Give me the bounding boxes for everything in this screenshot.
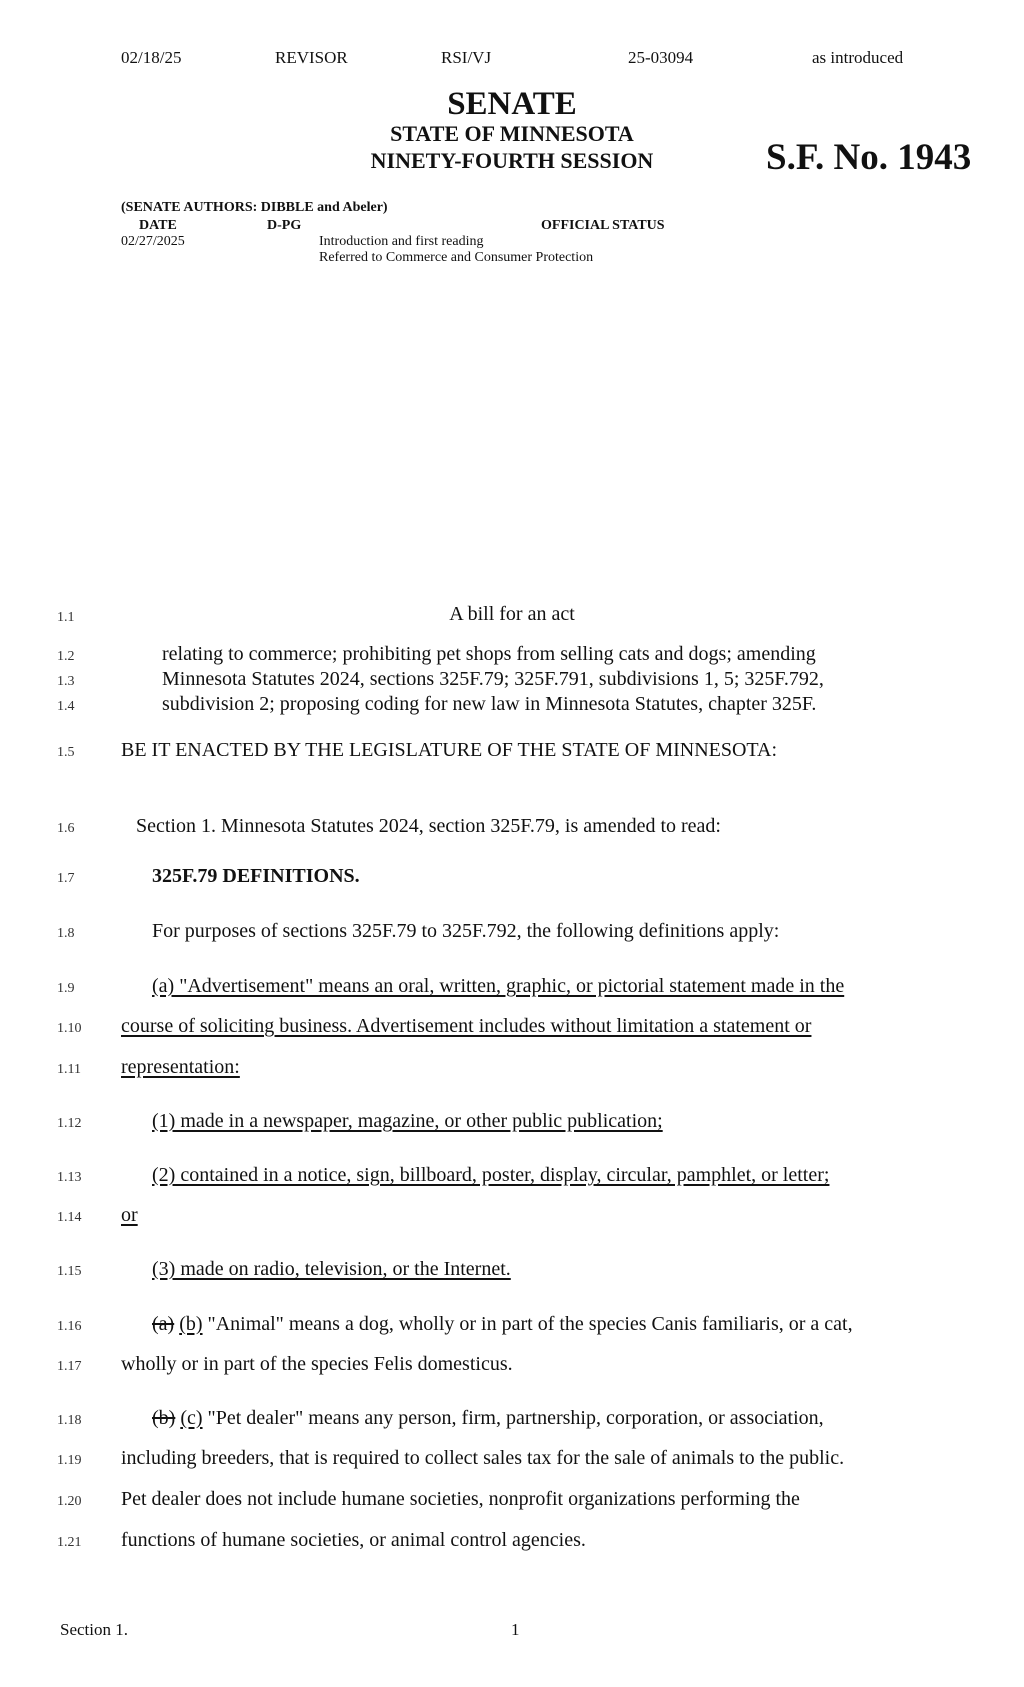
line-number: 1.20 (57, 1494, 82, 1509)
line-number: 1.10 (57, 1021, 82, 1036)
inserted-text: (3) made on radio, television, or the Internet. (152, 1258, 511, 1280)
inserted-text: (c) (180, 1407, 203, 1429)
chamber-title: SENATE (447, 86, 577, 122)
header-date: 02/18/25 (121, 48, 182, 67)
inserted-text: (1) made in a newspaper, magazine, or other public publication; (152, 1110, 663, 1132)
action-date: 02/27/2025 (121, 234, 185, 249)
line-number: 1.9 (57, 981, 75, 996)
line-number: 1.21 (57, 1535, 82, 1550)
line-number: 1.11 (57, 1062, 81, 1077)
footer-page-number: 1 (511, 1620, 520, 1639)
line-number: 1.15 (57, 1264, 82, 1279)
line-number: 1.13 (57, 1170, 82, 1185)
line-number: 1.16 (57, 1319, 82, 1334)
line-number: 1.19 (57, 1453, 82, 1468)
header-revisor: REVISOR (275, 48, 348, 67)
col-date-heading: DATE (139, 218, 177, 233)
statute-text: wholly or in part of the species Felis domesticus. (121, 1353, 513, 1375)
statute-text: including breeders, that is required to collect sales tax for the sale of animals to the public. (121, 1447, 845, 1469)
line-number: 1.12 (57, 1116, 82, 1131)
inserted-text: (2) contained in a notice, sign, billboard, poster, display, circular, pamphlet, or letter; (152, 1164, 830, 1186)
line-number: 1.17 (57, 1359, 82, 1374)
statute-text (152, 1407, 824, 1430)
header-status: as introduced (812, 48, 904, 67)
statute-text: For purposes of sections 325F.79 to 325F.792, the following definitions apply: (152, 920, 780, 942)
inserted-text: representation: (121, 1056, 240, 1078)
enacting-clause: BE IT ENACTED BY THE LEGISLATURE OF THE STATE OF MINNESOTA: (121, 739, 778, 761)
line-number: 1.1 (57, 610, 75, 625)
statute-text (152, 1313, 853, 1336)
statute-text-rest: "Animal" means a dog, wholly or in part of the species Canis familiaris, or a cat, (202, 1313, 853, 1335)
statute-text: functions of humane societies, or animal control agencies. (121, 1529, 586, 1551)
title-line: relating to commerce; prohibiting pet shops from selling cats and dogs; amending (162, 643, 816, 665)
file-number: S.F. No. 1943 (766, 137, 972, 178)
footer-section: Section 1. (60, 1620, 128, 1639)
line-number: 1.8 (57, 926, 75, 941)
inserted-text: or (121, 1204, 138, 1226)
line-number: 1.3 (57, 674, 75, 689)
stricken-text: (a) (152, 1313, 175, 1335)
statute-text: Pet dealer does not include humane societies, nonprofit organizations performing the (121, 1488, 800, 1510)
line-number: 1.6 (57, 821, 75, 836)
line-number: 1.5 (57, 745, 75, 760)
senate-authors: (SENATE AUTHORS: DIBBLE and Abeler) (121, 200, 388, 215)
bill-title: A bill for an act (449, 603, 575, 625)
inserted-text: course of soliciting business. Advertisement includes without limitation a statement or (121, 1015, 812, 1037)
state-title: STATE OF MINNESOTA (390, 121, 634, 146)
session-title: NINETY-FOURTH SESSION (370, 148, 654, 173)
action-status: Referred to Commerce and Consumer Protection (319, 250, 594, 265)
header-initials: RSI/VJ (441, 48, 492, 67)
line-number: 1.2 (57, 649, 75, 664)
stricken-text: (b) (152, 1407, 176, 1429)
statute-text-rest: "Pet dealer" means any person, firm, partnership, corporation, or association, (202, 1407, 824, 1429)
col-dpg-heading: D-PG (267, 218, 302, 233)
inserted-text: (b) (179, 1313, 203, 1335)
line-number: 1.14 (57, 1210, 82, 1225)
line-number: 1.7 (57, 871, 75, 886)
line-number: 1.18 (57, 1413, 82, 1428)
section-heading: Section 1. Minnesota Statutes 2024, section 325F.79, is amended to read: (136, 815, 721, 837)
statute-heading: 325F.79 DEFINITIONS. (152, 865, 360, 887)
title-line: Minnesota Statutes 2024, sections 325F.79; 325F.791, subdivisions 1, 5; 325F.792, (162, 668, 824, 690)
title-line: subdivision 2; proposing coding for new law in Minnesota Statutes, chapter 325F. (162, 693, 817, 715)
header-doc-number: 25-03094 (628, 48, 694, 67)
action-status: Introduction and first reading (319, 234, 484, 249)
col-status-heading: OFFICIAL STATUS (541, 218, 665, 233)
line-number: 1.4 (57, 699, 75, 714)
inserted-text: (a) "Advertisement" means an oral, written, graphic, or pictorial statement made in the (152, 975, 845, 997)
